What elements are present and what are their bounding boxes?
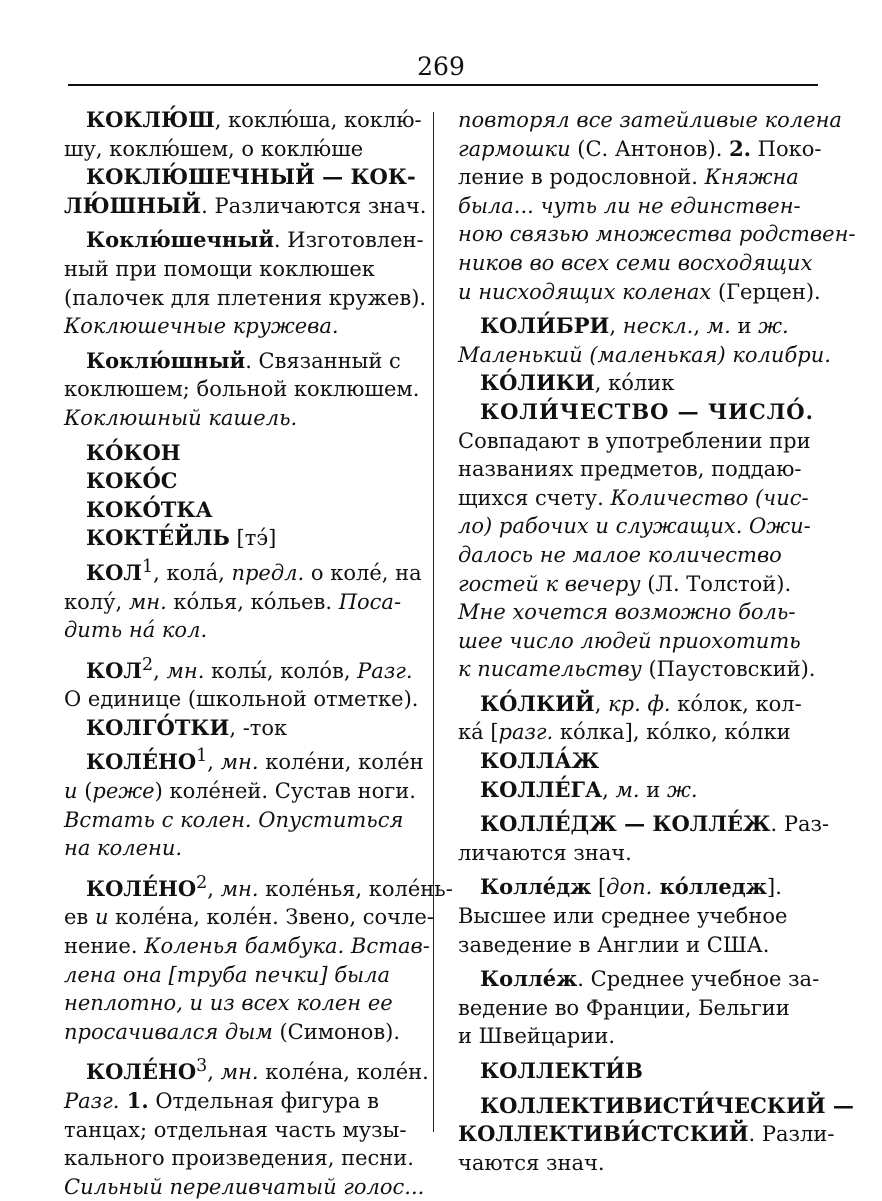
entry-line: далось не малое количество	[458, 542, 782, 567]
entry-line: кального произведения, песни.	[64, 1146, 414, 1171]
entry-line: гармошки (С. Антонов). 2. Поко-	[458, 135, 822, 161]
entry-line: коклюшем; больной коклюшем.	[64, 377, 420, 402]
entry-line: Колле́дж [доп. ко́лледж].	[480, 874, 782, 900]
entry-line: Совпадают в употреблении при	[458, 428, 811, 453]
entry-line: Сильный переливчатый голос...	[64, 1174, 425, 1199]
entry-line: Разг. 1. Отдельная фигура в	[64, 1088, 379, 1113]
entry-line: КОЛИ́БРИ, нескл., м. и ж.	[480, 313, 789, 339]
entry-line: гостей к вечеру (Л. Толстой).	[458, 571, 792, 596]
entry-line: Коклю́шечный. Изготовлен-	[86, 227, 424, 253]
entry-line: колу́, мн. ко́лья, ко́льев. Поса-	[64, 589, 402, 614]
entry-line: просачивался дым (Симонов).	[64, 1019, 401, 1044]
entry-line: повторял все затейливые колена	[458, 108, 842, 132]
entry-line: КОКТЕ́ЙЛЬ [тэ́]	[86, 525, 277, 551]
entry-line: на колени.	[64, 836, 183, 861]
entry-line: КОЛ$^1$, кола́, предл. о коле́, на	[86, 556, 422, 585]
entry-line: КОКО́С	[86, 468, 178, 494]
entry-line: личаются знач.	[458, 840, 632, 865]
entry-line: Маленький (маленькая) колибри.	[458, 342, 831, 367]
entry-line: КОКО́ТКА	[86, 496, 213, 522]
entry-line: была... чуть ли не единствен-	[458, 193, 801, 218]
entry-line: Коклюшный кашель.	[64, 405, 298, 430]
entry-line: нение. Коленья бамбука. Встав-	[64, 934, 430, 959]
entry-line: $КОЛЕ́НО^1$, мн. коле́ни, коле́н	[86, 746, 424, 775]
entry-line: шу, коклю́шем, о коклю́ше	[64, 136, 364, 161]
entry-line: КОЛИ́ЧЕСТВО — ЧИСЛО́.	[480, 398, 814, 424]
entry-line: к писательству (Паустовский).	[458, 657, 816, 682]
entry-line: неплотно, и из всех колен ее	[64, 991, 393, 1016]
entry-line: ников во всех семи восходящих	[458, 250, 813, 275]
entry-line: и (реже) коле́ней. Сустав ноги.	[64, 779, 416, 804]
entry-line: ведение во Франции, Бельгии	[458, 995, 790, 1020]
entry-line: Высшее или среднее учебное	[458, 904, 788, 929]
entry-line: (палочек для плетения кружев).	[64, 285, 427, 310]
entry-line: Мне хочется возможно боль-	[458, 600, 796, 625]
entry-line: О единице (школьной отметке).	[64, 687, 419, 712]
page-number: 269	[417, 52, 465, 81]
entry-line: ло) рабочих и служащих. Ожи-	[458, 514, 811, 539]
entry-line: КОЛЛЕКТИ́В	[480, 1058, 643, 1083]
entry-line: КО́КОН	[86, 439, 181, 465]
entry-line: ев и коле́на, коле́н. Звено, сочле-	[64, 905, 434, 930]
entry-line: КОЛЛЕКТИВИСТИ́ЧЕСКИЙ —	[480, 1092, 854, 1118]
entry-line: $КОЛЕ́НО^2$, мн. коле́нья, коле́нь-	[86, 872, 453, 901]
entry-line: Встать с колен. Опуститься	[64, 807, 404, 832]
entry-line: КОЛЛЕКТИВИ́СТСКИЙ. Разли-	[458, 1121, 835, 1147]
entry-line: КО́ЛИКИ, ко́лик	[480, 370, 675, 396]
header-rule	[68, 84, 818, 86]
entry-line: Колле́ж. Среднее учебное за-	[480, 966, 820, 992]
entry-line: названиях предметов, поддаю-	[458, 457, 802, 482]
entry-line: ною связью множества родствен-	[458, 222, 856, 247]
entry-line: шее число людей приохотить	[458, 628, 801, 653]
entry-line: чаются знач.	[458, 1150, 605, 1175]
entry-line: ление в родословной. Княжна	[458, 165, 799, 190]
entry-line: $КОЛЕ́НО^3$, мн. коле́на, коле́н.	[86, 1056, 429, 1085]
entry-line: ный при помощи коклюшек	[64, 256, 375, 281]
entry-line: танцах; отдельная часть музы-	[64, 1117, 407, 1142]
entry-line: КОЛ$^2$, мн. колы́, коло́в, Разг.	[86, 654, 413, 683]
entry-line: дить на́ кол.	[64, 618, 208, 643]
column-divider	[433, 112, 434, 1132]
entry-line: и Швейцарии.	[458, 1024, 616, 1049]
entry-line: КОКЛЮ́ШЕЧНЫЙ — КОК-	[86, 164, 416, 190]
entry-line: Коклюшечные кружева.	[64, 314, 339, 339]
left-column	[64, 106, 453, 1201]
entry-line: КОЛЛЕ́ГА, м. и ж.	[480, 776, 698, 802]
entry-line: КОКЛЮ́Ш, коклю́ша, коклю́-	[86, 107, 422, 132]
entry-line: КО́ЛКИЙ, кр. ф. ко́лок, кол-	[480, 690, 802, 716]
entry-line: Коклю́шный. Связанный с	[86, 347, 401, 373]
right-column	[458, 106, 856, 1177]
entry-line: КОЛГО́ТКИ, -ток	[86, 714, 288, 740]
entry-line: заведение в Англии и США.	[458, 932, 770, 957]
entry-line: ЛЮ́ШНЫЙ. Различаются знач.	[64, 192, 427, 218]
entry-line: ка́ [разг. ко́лка], ко́лко, ко́лки	[458, 720, 791, 745]
entry-line: щихся счету. Количество (чис-	[458, 485, 809, 510]
entry-line: и нисходящих коленах (Герцен).	[458, 279, 821, 304]
entry-line: КОЛЛЕ́ДЖ — КОЛЛЕ́Ж. Раз-	[480, 811, 830, 837]
entry-line: лена она [труба печки] была	[64, 962, 391, 987]
entry-line: КОЛЛА́Ж	[480, 748, 600, 774]
